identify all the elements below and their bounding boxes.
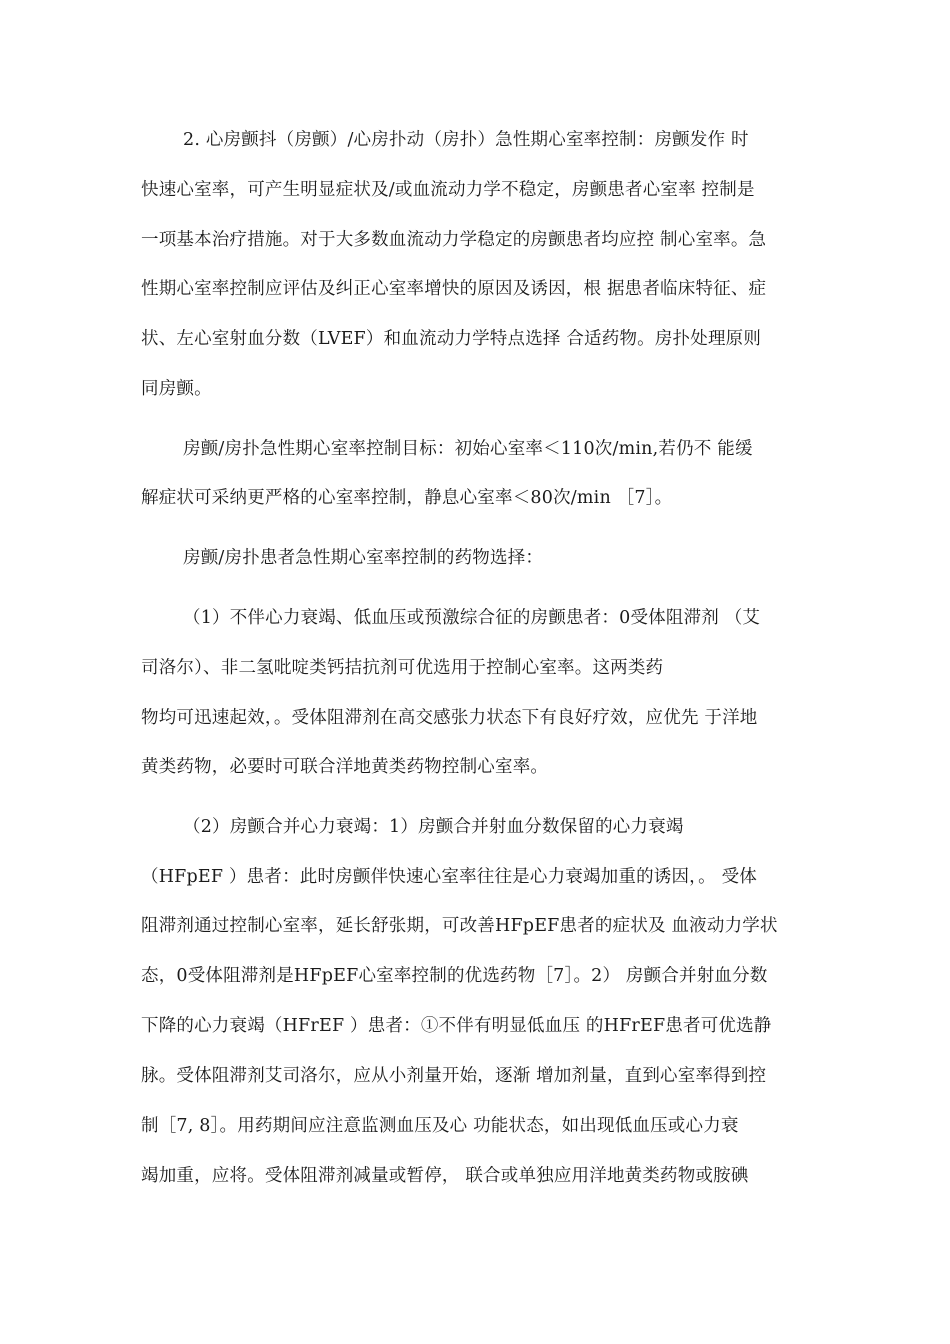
- paragraph-5-line-8: 竭加重，应将。受体阻滞剂减量或暂停， 联合或单独应用洋地黄类药物或胺碘: [141, 1166, 749, 1186]
- paragraph-5-line-3: 阻滞剂通过控制心室率，延长舒张期，可改善HFpEF患者的症状及 血液动力学状: [141, 916, 778, 936]
- paragraph-5-line-2: （HFpEF ）患者：此时房颤伴快速心室率往往是心力衰竭加重的诱因，。 受体: [141, 867, 757, 887]
- paragraph-4-line-2: 司洛尔）、非二氢吡啶类钙拮抗剂可优选用于控制心室率。这两类药: [141, 658, 664, 678]
- paragraph-1-line-2: 快速心室率，可产生明显症状及/或血流动力学不稳定，房颤患者心室率 控制是: [141, 180, 755, 200]
- paragraph-4-line-1: （1）不伴心力衰竭、低血压或预激综合征的房颤患者：0受体阻滞剂 （艾: [183, 608, 761, 628]
- paragraph-2-line-2: 解症状可采纳更严格的心室率控制，静息心室率＜80次/min ［7］。: [141, 488, 673, 508]
- paragraph-3-line-1: 房颤/房扑患者急性期心室率控制的药物选择：: [183, 548, 544, 568]
- paragraph-2-line-1: 房颤/房扑急性期心室率控制目标：初始心室率＜110次/min,若仍不 能缓: [183, 439, 753, 459]
- paragraph-5-line-7: 制［7, 8］。用药期间应注意监测血压及心 功能状态，如出现低血压或心力衰: [141, 1116, 739, 1136]
- paragraph-1-line-4: 性期心室率控制应评估及纠正心室率增快的原因及诱因，根 据患者临床特征、症: [141, 279, 767, 299]
- paragraph-5-line-1: （2）房颤合并心力衰竭：1）房颤合并射血分数保留的心力衰竭: [183, 817, 684, 837]
- paragraph-1-line-6: 同房颤。: [141, 379, 212, 399]
- paragraph-5-line-5: 下降的心力衰竭（HFrEF ）患者：①不伴有明显低血压 的HFrEF患者可优选静: [141, 1016, 772, 1036]
- paragraph-1-line-3: 一项基本治疗措施。对于大多数血流动力学稳定的房颤患者均应控 制心室率。急: [141, 230, 767, 250]
- paragraph-4-line-4: 黄类药物，必要时可联合洋地黄类药物控制心室率。: [141, 757, 549, 777]
- paragraph-4-line-3: 物均可迅速起效，。受体阻滞剂在高交感张力状态下有良好疗效，应优先 于洋地: [141, 708, 758, 728]
- paragraph-5-line-4: 态，0受体阻滞剂是HFpEF心室率控制的优选药物［7］。2） 房颤合并射血分数: [141, 966, 768, 986]
- paragraph-5-line-6: 脉。受体阻滞剂艾司洛尔，应从小剂量开始，逐渐 增加剂量，直到心室率得到控: [141, 1066, 767, 1086]
- paragraph-1-line-1: 2. 心房颤抖（房颤）/心房扑动（房扑）急性期心室率控制：房颤发作 时: [183, 130, 749, 150]
- paragraph-1-line-5: 状、左心室射血分数（LVEF）和血流动力学特点选择 合适药物。房扑处理原则: [141, 329, 762, 349]
